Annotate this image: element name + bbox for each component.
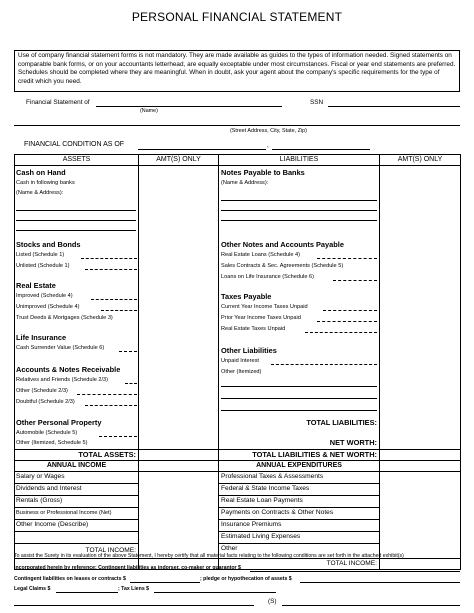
relatives-friends: Relatives and Friends (Schedule 2/3) — [16, 377, 109, 383]
income-other: Other Income (Describe) — [16, 521, 89, 528]
prior-year-taxes: Prior Year Income Taxes Unpaid — [221, 315, 301, 321]
relatives-leader — [125, 383, 137, 384]
stocks-bonds: Stocks and Bonds — [16, 240, 81, 249]
amt-header-1: AMT(S) ONLY — [139, 155, 219, 166]
pledge-assets: ; pledge or hypothecation of assets $ — [200, 576, 292, 582]
total-assets-amount[interactable] — [139, 450, 219, 461]
current-year-taxes: Current Year Income Taxes Unpaid — [221, 304, 308, 310]
other-personal-property: Other Personal Property — [16, 418, 102, 427]
accounts-notes: Accounts & Notes Receivable — [16, 365, 121, 374]
income-amounts[interactable] — [139, 472, 219, 559]
assets-column — [15, 166, 139, 450]
address-caption: (Street Address, City, State, Zip) — [230, 128, 307, 134]
loans-life-insurance: Loans on Life Insurance (Schedule 6) — [221, 274, 314, 280]
unimproved-leader — [101, 310, 137, 311]
re-loans-leader — [317, 258, 377, 259]
address-field[interactable] — [14, 125, 460, 126]
listed: Listed (Schedule 1) — [16, 252, 65, 258]
liabilities-column — [219, 166, 380, 450]
doubtful-leader — [85, 405, 137, 406]
real-estate: Real Estate — [16, 281, 56, 290]
re-taxes-unpaid: Real Estate Taxes Unpaid — [221, 326, 286, 332]
income-salary: Salary or Wages — [16, 473, 65, 480]
total-liabilities: TOTAL LIABILITIES: — [306, 418, 377, 427]
contingent-indorser-field[interactable] — [250, 571, 460, 572]
condition-year-field[interactable] — [272, 149, 370, 150]
tax-liens: ; Tax Liens $ — [118, 586, 150, 592]
automobile-leader — [99, 436, 137, 437]
liabilities-header: LIABILITIES — [219, 155, 380, 166]
condition-as-of-label: FINANCIAL CONDITION AS OF — [24, 141, 125, 148]
liab-other-itemized: Other (Itemized) — [221, 369, 262, 375]
contingent-leases-field[interactable] — [130, 582, 200, 583]
prior-year-leader — [317, 321, 377, 322]
income-business: Business or Professional Income (Net) — [16, 510, 112, 516]
ssn-label: SSN — [310, 99, 324, 106]
legal-claims-field[interactable] — [56, 592, 118, 593]
amt-header-2: AMT(S) ONLY — [380, 155, 461, 166]
pledge-assets-field[interactable] — [300, 582, 460, 583]
exp-living: Estimated Living Expenses — [221, 533, 301, 540]
total-liab-net-worth: TOTAL LIABILITIES & NET WORTH: — [219, 450, 380, 461]
exp-loan-payments: Real Estate Loan Payments — [221, 497, 303, 504]
statement-grid — [14, 154, 461, 570]
exp-insurance: Insurance Premiums — [221, 521, 282, 528]
exp-other: Other — [221, 545, 238, 552]
liab-bank-line-2[interactable] — [221, 210, 377, 211]
unlisted-leader — [85, 269, 137, 270]
liab-bank-line-3[interactable] — [221, 220, 377, 221]
other-liabilities: Other Liabilities — [221, 346, 277, 355]
re-loans: Real Estate Loans (Schedule 4) — [221, 252, 300, 258]
legal-claims: Legal Claims $ — [14, 586, 51, 592]
liab-other-line-2[interactable] — [221, 398, 377, 399]
unimproved: Unimproved (Schedule 4) — [16, 304, 80, 310]
doubtful: Doubtful (Schedule 2/3) — [16, 399, 75, 405]
liab-other-line-3[interactable] — [221, 410, 377, 411]
bank-name-address: (Name & Address): — [16, 190, 64, 196]
liab-name-address: (Name & Address): — [221, 180, 269, 186]
liab-other-line-1[interactable] — [221, 386, 377, 387]
income-column — [15, 472, 139, 559]
cash-surrender: Cash Surrender Value (Schedule 6) — [16, 345, 105, 351]
income-dividends: Dividends and Interest — [16, 485, 82, 492]
improved: Improved (Schedule 4) — [16, 293, 73, 299]
unpaid-interest: Unpaid Interest — [221, 358, 259, 364]
bank-line-3[interactable] — [16, 230, 136, 231]
comma: , — [267, 142, 269, 149]
tax-liens-field[interactable] — [154, 592, 276, 593]
total-assets: TOTAL ASSETS: — [15, 450, 139, 461]
total-liab-nw-amount[interactable] — [380, 450, 461, 461]
notice-box: Use of company financial statement forms is not mandatory. They are made available as guides to the types of information needed. Signed statements on comparable bank forms, or on your accountants letterhead, are equally exceptable under most circumstances. Fiscal or year end statements are preferred. Schedules should be completed where they are meaningful. When in doubt, ask your agent about the company's specific requirements for the type of credit which you need. — [14, 50, 460, 92]
expenditures-amounts[interactable] — [380, 472, 461, 559]
exp-income-taxes: Federal & State Income Taxes — [221, 485, 310, 492]
re-taxes-leader — [305, 332, 377, 333]
listed-leader — [81, 258, 137, 259]
contingent-indorser: incorporated herein by reference: Contingent liabilities as indorser, co-maker or guarantor $ — [14, 565, 241, 571]
loans-life-leader — [333, 280, 377, 281]
exp-professional-taxes: Professional Taxes & Assessments — [221, 473, 324, 480]
ssn-field[interactable] — [328, 106, 460, 107]
signature-mark: (S) — [268, 598, 277, 605]
cash-in-banks: Cash in following banks — [16, 180, 75, 186]
cash-surrender-leader — [119, 351, 137, 352]
other-2-3: Other (Schedule 2/3) — [16, 388, 68, 394]
assets-amounts[interactable] — [139, 166, 219, 450]
exp-total: TOTAL INCOME: — [219, 559, 380, 570]
name-field[interactable] — [96, 106, 282, 107]
liab-bank-line-1[interactable] — [221, 200, 377, 201]
net-worth: NET WORTH: — [329, 438, 377, 447]
contingent-leases: Contingent liabilities on leases or contracts $ — [14, 576, 126, 582]
cash-on-hand: Cash on Hand — [16, 168, 66, 177]
unlisted: Unlisted (Schedule 1) — [16, 263, 70, 269]
notes-payable-banks: Notes Payable to Banks — [221, 168, 305, 177]
improved-leader — [91, 299, 137, 300]
total-income: TOTAL INCOME: — [85, 547, 136, 554]
certify-text: To assist the Surety in its evaluation of the above Statement, I hereby certify that all material facts relating to the following conditions are set forth in the attached exhibit(s) — [14, 553, 404, 559]
current-year-leader — [323, 310, 377, 311]
signature-field[interactable] — [282, 605, 460, 606]
expenditures-column — [219, 472, 380, 559]
bank-line-2[interactable] — [16, 220, 136, 221]
liabilities-amounts[interactable] — [380, 166, 461, 450]
exp-contract-payments: Payments on Contracts & Other Notes — [221, 509, 334, 516]
taxes-payable: Taxes Payable — [221, 292, 272, 301]
other-2-3-leader — [77, 394, 137, 395]
statement-of-label: Financial Statement of — [26, 99, 90, 106]
condition-date-field[interactable] — [138, 149, 266, 150]
name-caption: (Name) — [140, 108, 158, 114]
bank-line-1[interactable] — [16, 210, 136, 211]
annual-income-header: ANNUAL INCOME — [15, 461, 139, 472]
automobile: Automobile (Schedule 5) — [16, 430, 78, 436]
page-title: PERSONAL FINANCIAL STATEMENT — [131, 10, 343, 24]
assets-header: ASSETS — [15, 155, 139, 166]
unpaid-interest-leader — [271, 364, 377, 365]
other-itemized-5: Other (Itemized, Schedule 5) — [16, 440, 88, 446]
trust-deeds: Trust Deeds & Mortgages (Schedule 3) — [16, 315, 113, 321]
other-notes-accounts: Other Notes and Accounts Payable — [221, 240, 344, 249]
annual-expenditures-header: ANNUAL EXPENDITURES — [219, 461, 380, 472]
signature-date-field[interactable] — [14, 605, 254, 606]
life-insurance: Life Insurance — [16, 333, 67, 342]
income-rentals: Rentals (Gross) — [16, 497, 63, 504]
sales-contracts: Sales Contracts & Sec. Agreements (Schedule 5) — [221, 263, 344, 269]
